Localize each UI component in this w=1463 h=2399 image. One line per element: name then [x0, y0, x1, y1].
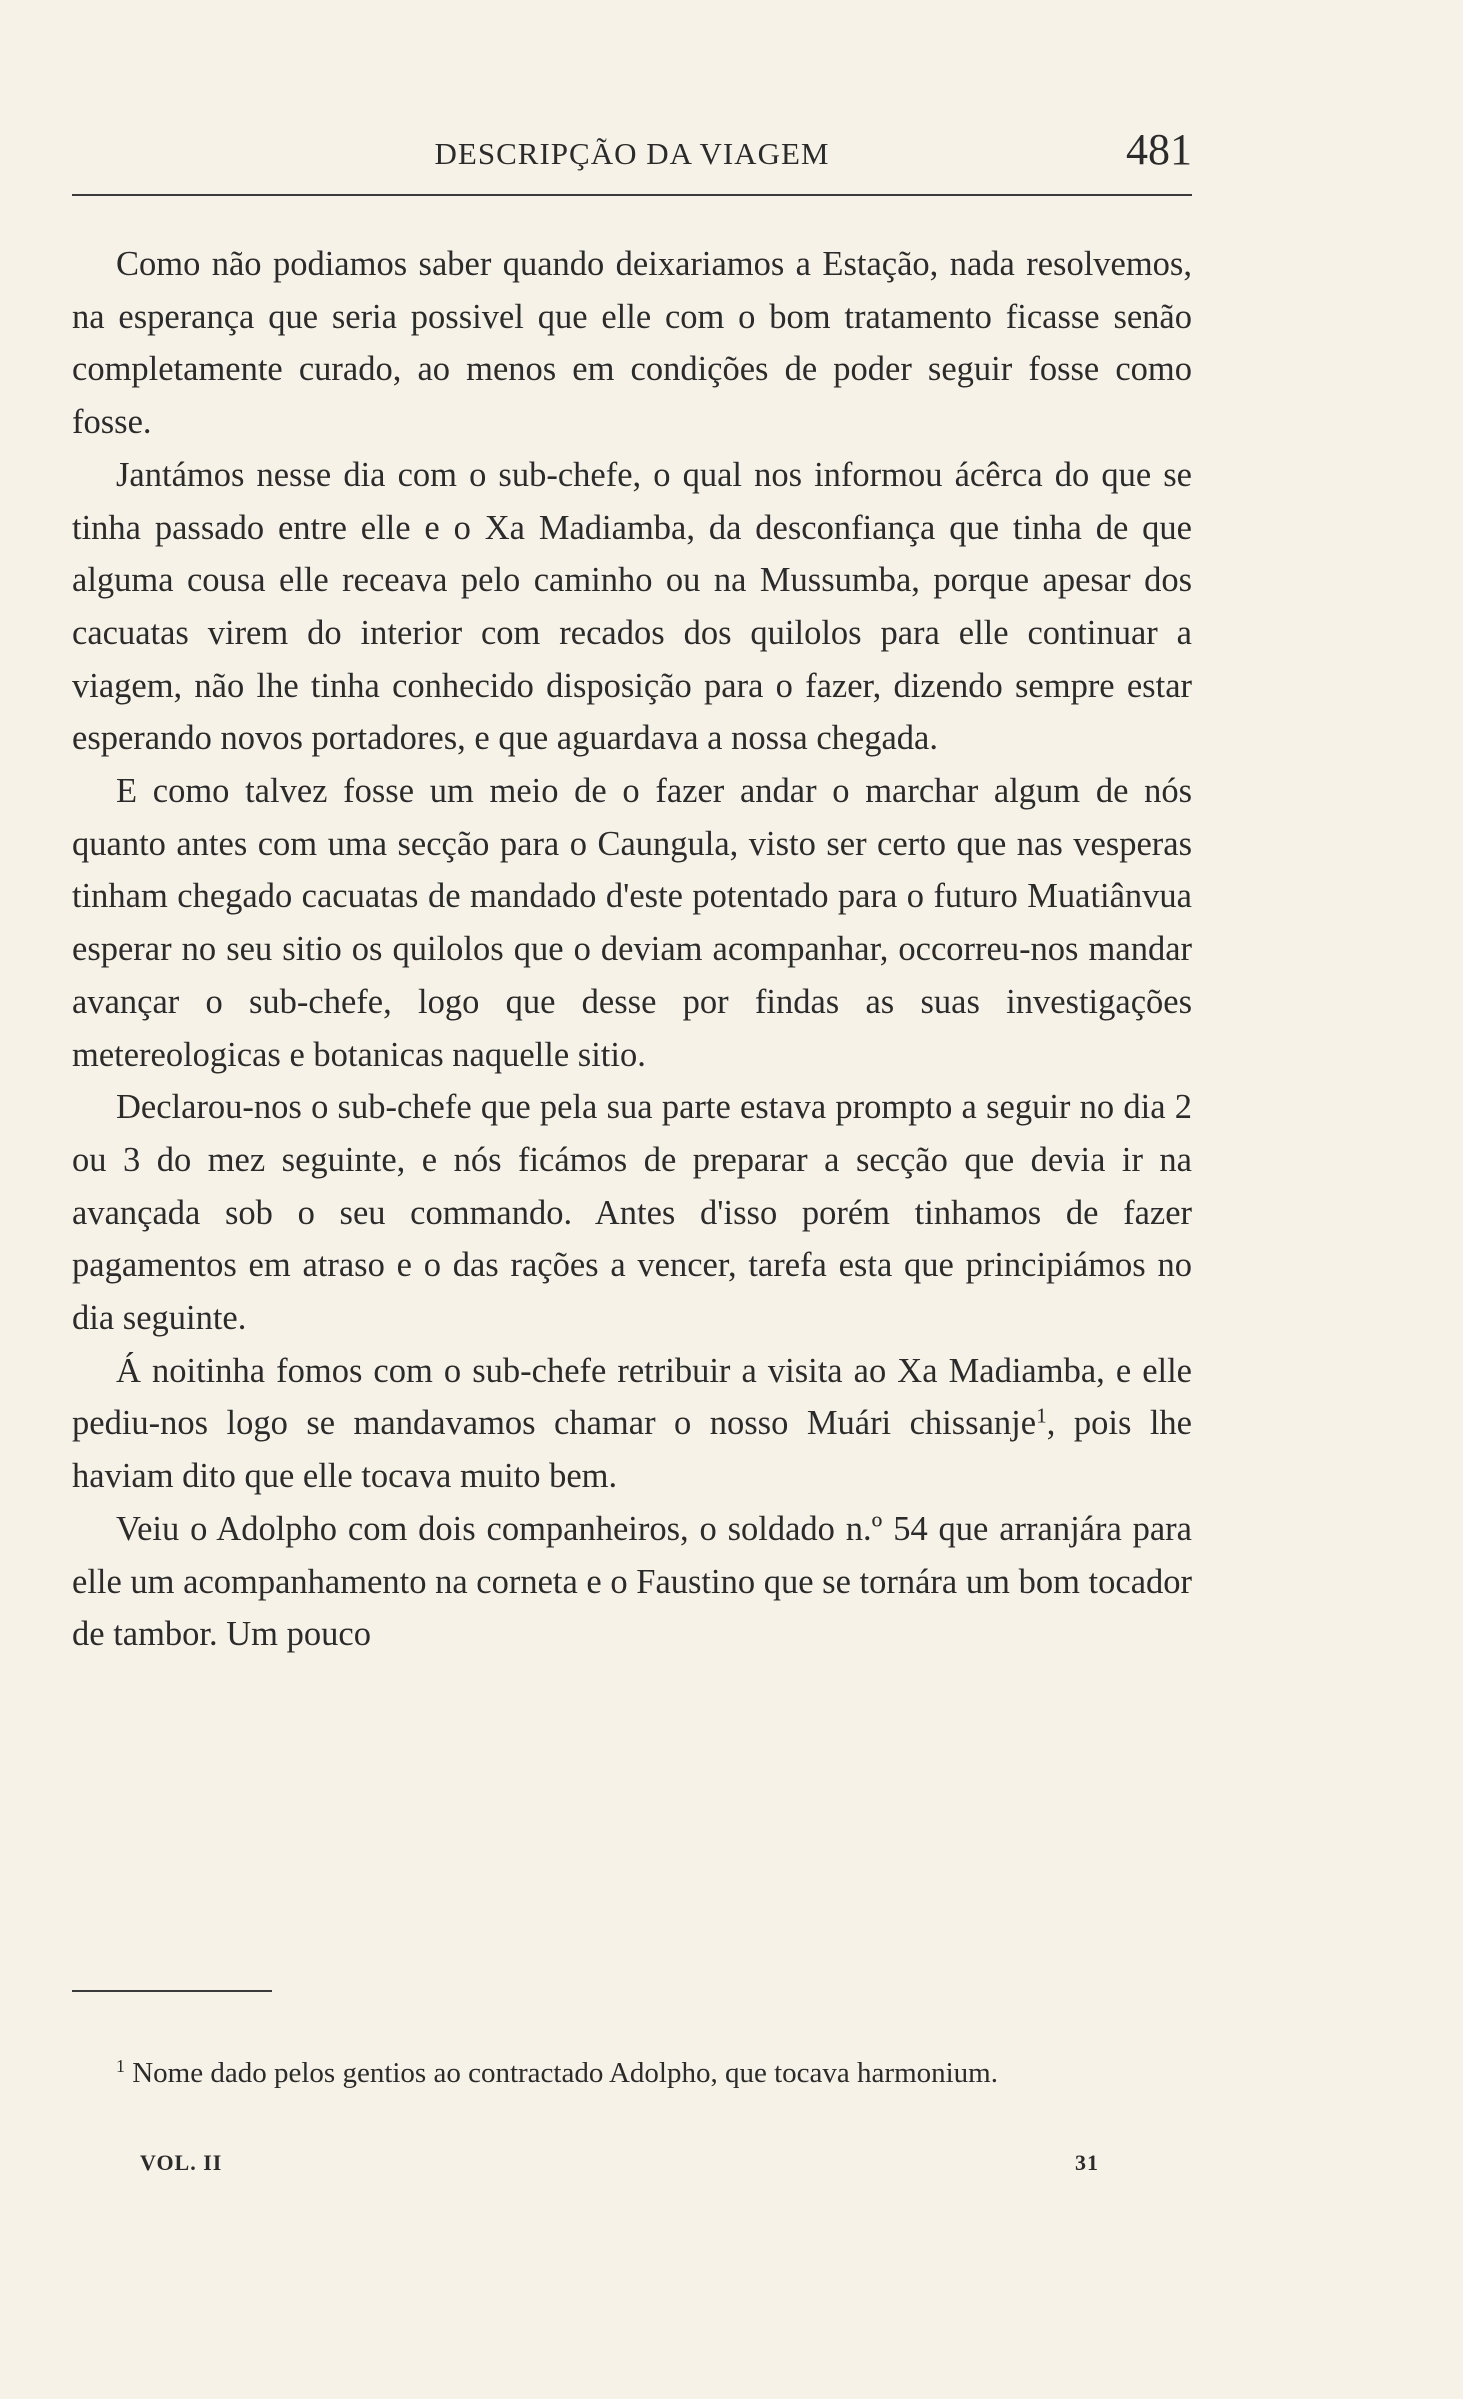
sheet-signature-number: 31 — [1075, 2150, 1099, 2175]
page-number: 481 — [1126, 125, 1192, 174]
paragraph-6: Veiu o Adolpho com dois companheiros, o soldado n.º 54 que arranjára para elle um acompanhamento na corneta e o Faustino que se tornára um bom tocador de tambor. Um pouco — [72, 1509, 1192, 1654]
footnote-reference: 1 — [1036, 1403, 1047, 1428]
volume-mark: VOL. II — [140, 2150, 223, 2175]
footnote — [72, 2048, 1192, 2098]
paragraph-3: E como talvez fosse um meio de o fazer andar o marchar algum de nós quanto antes com uma secção para o Caungula, visto ser certo que nas vesperas tinham chegado cacuatas de mandado d'este potentado para o futuro Muatiânvua esperar no seu sitio os quilolos que o deviam acompanhar, occorreu-nos mandar avançar o sub-chefe, logo que desse por findas as suas investigações metereologicas e botanicas naquelle sitio. — [72, 772, 1192, 1074]
footnote-marker: 1 — [116, 2056, 125, 2077]
paragraph-2: Jantámos nesse dia com o sub-chefe, o qual nos informou ácêrca do que se tinha passado entre elle e o Xa Madiamba, da desconfiança que tinha de que alguma cousa elle receava pelo caminho ou na Mussumba, porque apesar dos cacuatas virem do interior com recados dos quilolos para elle continuar a viagem, não lhe tinha conhecido disposição para o fazer, dizendo sempre estar esperando novos portadores, e que aguardava a nossa chegada. — [72, 455, 1192, 758]
paragraph-4: Declarou-nos o sub-chefe que pela sua parte estava prompto a seguir no dia 2 ou 3 do mez seguinte, e nós ficámos de preparar a secção que devia ir na avançada sob o seu commando. Antes d'isso porém tinhamos de fazer pagamentos em atraso e o das rações a vencer, tarefa esta que principiámos no dia seguinte. — [72, 1088, 1192, 1338]
body-text — [72, 238, 1192, 1661]
page-header — [72, 125, 1192, 196]
running-title: DESCRIPÇÃO DA VIAGEM — [434, 136, 830, 171]
paragraph-5-text-before-note: Á noitinha fomos com o sub-chefe retribuir a visita ao Xa Madiamba, e elle pediu-nos logo se mandavamos chamar o nosso Muári chissanje — [72, 1351, 1192, 1443]
paragraph-1: Como não podiamos saber quando deixariamos a Estação, nada resolvemos, na esperança que seria possivel que elle com o bom tratamento ficasse senão completamente curado, ao menos em condições de poder seguir fosse como fosse. — [72, 245, 1192, 442]
footnote-divider — [72, 1990, 272, 1992]
footnote-text: Nome dado pelos gentios ao contractado Adolpho, que tocava harmonium. — [132, 2057, 998, 2089]
paragraph-5 — [72, 1345, 1192, 1503]
paragraph-5-text-after-note: , pois lhe haviam dito que elle tocava muito bem. — [72, 1404, 1192, 1496]
